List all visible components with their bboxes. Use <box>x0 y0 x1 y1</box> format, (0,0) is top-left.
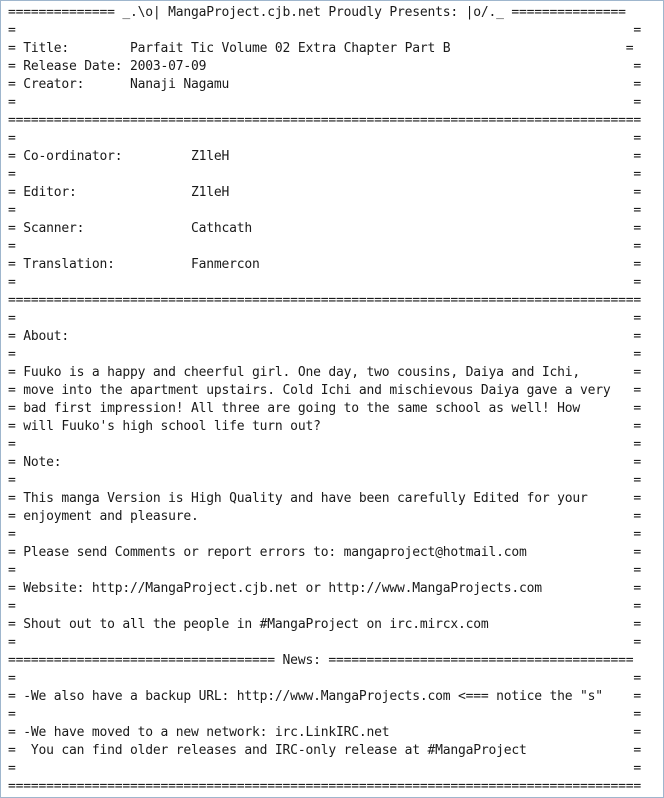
text-line: = = <box>8 203 642 218</box>
text-line: = will Fuuko's high school life turn out? = <box>8 419 642 434</box>
text-line: = = <box>8 275 642 290</box>
text-line: = Editor: Z1leH = <box>8 185 642 200</box>
nfo-text-content <box>8 4 658 796</box>
text-line: = -We also have a backup URL: http://www.MangaProjects.com <=== notice the "s" = <box>8 689 642 704</box>
text-line: = Translation: Fanmercon = <box>8 257 642 272</box>
text-line: = Website: http://MangaProject.cjb.net or http://www.MangaProjects.com = <box>8 581 642 596</box>
text-line: = Note: = <box>8 455 642 470</box>
text-line: = = <box>8 311 642 326</box>
text-line: = = <box>8 671 642 686</box>
text-line: = = <box>8 563 642 578</box>
text-line: = Release Date: 2003-07-09 = <box>8 59 642 74</box>
text-line: = This manga Version is High Quality and have been carefully Edited for your = <box>8 491 642 506</box>
text-line: = bad first impression! All three are going to the same school as well! How = <box>8 401 642 416</box>
text-line: = = <box>8 347 642 362</box>
text-line: = = <box>8 167 642 182</box>
text-line: =================================== News: ======================================== <box>8 653 634 668</box>
text-line: = = <box>8 635 642 650</box>
text-line: = Co-ordinator: Z1leH = <box>8 149 642 164</box>
text-line: = = <box>8 599 642 614</box>
text-line: = You can find older releases and IRC-only release at #MangaProject = <box>8 743 642 758</box>
text-line: = = <box>8 473 642 488</box>
text-line: = About: = <box>8 329 642 344</box>
text-line: = Title: Parfait Tic Volume 02 Extra Chapter Part B = <box>8 41 634 56</box>
text-line: = -We have moved to a new network: irc.LinkIRC.net = <box>8 725 642 740</box>
text-line: = Creator: Nanaji Nagamu = <box>8 77 642 92</box>
text-line: = = <box>8 239 642 254</box>
text-line: = Please send Comments or report errors to: mangaproject@hotmail.com = <box>8 545 642 560</box>
text-line: = = <box>8 23 642 38</box>
text-line: = move into the apartment upstairs. Cold Ichi and mischievous Daiya gave a very = <box>8 383 642 398</box>
text-line: =================================================================================== <box>8 293 642 308</box>
text-line: =================================================================================== <box>8 113 642 128</box>
text-line: ============== _.\o| MangaProject.cjb.net Proudly Presents: |o/._ =============== <box>8 5 626 20</box>
text-line: = Fuuko is a happy and cheerful girl. One day, two cousins, Daiya and Ichi, = <box>8 365 642 380</box>
text-line: =================================================================================== <box>8 779 642 794</box>
text-line: = = <box>8 527 642 542</box>
text-line: = = <box>8 437 642 452</box>
text-line: = Scanner: Cathcath = <box>8 221 642 236</box>
text-line: = = <box>8 131 642 146</box>
text-line: = Shout out to all the people in #MangaProject on irc.mircx.com = <box>8 617 642 632</box>
text-line: = enjoyment and pleasure. = <box>8 509 642 524</box>
text-line: = = <box>8 95 642 110</box>
text-line: = = <box>8 707 642 722</box>
text-line: = = <box>8 761 642 776</box>
